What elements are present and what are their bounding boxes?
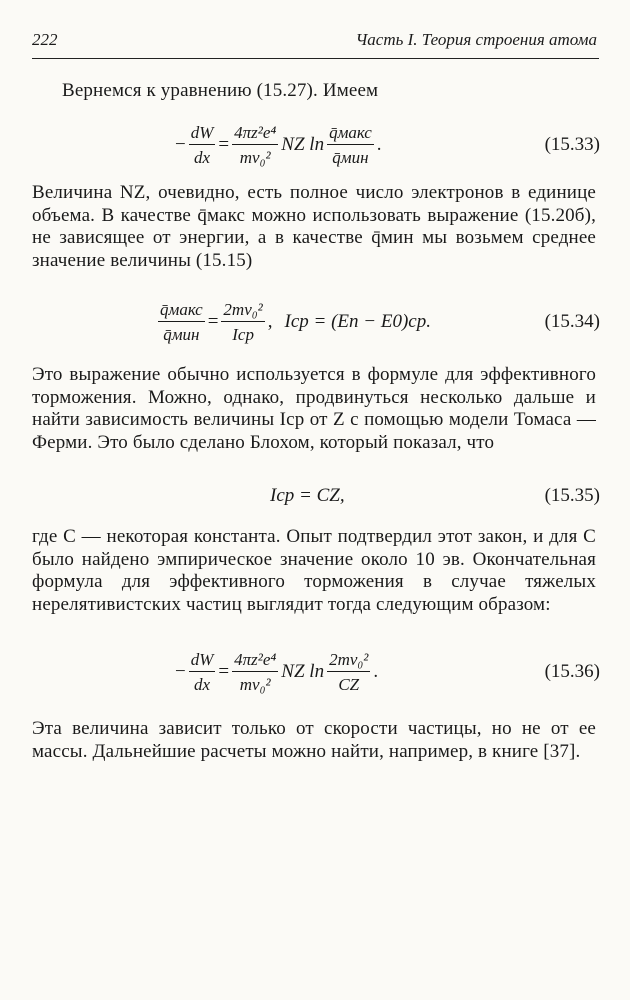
equation-15-35 [60, 466, 600, 526]
eq1-equals: = [218, 134, 230, 155]
eq1-rhs-fraction [232, 122, 278, 169]
eq1-minus: − [175, 134, 186, 155]
eq1-lhs-fraction [189, 122, 216, 169]
eq2-comma: , [267, 311, 273, 332]
eq2-rhs-fraction [221, 299, 264, 346]
eq1-log-fraction [327, 122, 374, 169]
eq4-lhs-fraction [189, 649, 216, 696]
running-header [32, 30, 597, 54]
eq2-lhs-num: q̄макс [158, 299, 205, 322]
eq4-rhs-fraction [232, 649, 278, 696]
eq4-log-fraction [327, 649, 370, 696]
eq2-rhs-den: Iср [232, 324, 254, 344]
eq2-second: Iср = (En − E0)ср. [284, 311, 431, 332]
eq1-rhs-num: 4πz²e⁴ [232, 122, 278, 145]
eq4-lhs-num: dW [189, 649, 216, 672]
equation-15-34 [60, 292, 600, 352]
paragraph-3: Это выражение обычно используется в формуле для эффективного торможения. Можно, однако, продвинуться несколько дальше и найти зависимость величины Iср от Z с помощью модели Томаса — Ферми. Это было сделано Блохом, который показал, что [32, 364, 596, 453]
eq4-rhs-den: mv₀² [239, 674, 271, 694]
paragraph-2: Величина NZ, очевидно, есть полное число электронов в единице объема. В качестве q̄макс можно использовать выражение (15.20б), не зависящее от энергии, а в качестве q̄мин мы возьмем среднее значение величины (15.15) [32, 182, 596, 271]
eq1-number: (15.33) [544, 134, 600, 155]
eq2-equals: = [207, 311, 219, 332]
intro-text: Вернемся к уравнению (15.27). Имеем [62, 80, 379, 101]
equation-15-33 [60, 115, 600, 175]
running-title: Часть I. Теория строения атома [355, 30, 597, 49]
eq4-log-num: 2mv₀² [327, 649, 370, 672]
eq4-minus: − [175, 661, 186, 682]
eq4-mid: NZ ln [281, 661, 325, 682]
eq1-log-den: q̄мин [332, 147, 369, 167]
eq1-rhs-den: mv₀² [239, 147, 271, 167]
equation-15-36 [60, 642, 600, 702]
eq1-mid: NZ ln [281, 134, 325, 155]
paragraph-4: где C — некоторая константа. Опыт подтвердил этот закон, и для C было найдено эмпирическое значение около 10 эв. Окончательная формула для эффективного торможения в случае тяжелых нерелятивистских частиц выглядит тогда следующим образом: [32, 526, 596, 615]
eq4-tail: . [373, 661, 379, 682]
eq1-log-num: q̄макс [327, 122, 374, 145]
eq4-equals: = [218, 661, 230, 682]
eq2-number: (15.34) [544, 311, 600, 332]
eq1-tail: . [376, 134, 382, 155]
eq3-number: (15.35) [544, 485, 600, 506]
page-number: 222 [32, 30, 58, 49]
eq2-lhs-fraction [158, 299, 205, 346]
paragraph-5: Эта величина зависит только от скорости частицы, но не от ее массы. Дальнейшие расчеты можно найти, например, в книге [37]. [32, 718, 596, 762]
eq1-lhs-num: dW [189, 122, 216, 145]
eq4-number: (15.36) [544, 661, 600, 682]
eq2-lhs-den: q̄мин [163, 324, 200, 344]
eq1-lhs-den: dx [194, 147, 211, 167]
header-rule [32, 58, 599, 59]
eq4-log-den: CZ [338, 674, 360, 694]
eq4-rhs-num: 4πz²e⁴ [232, 649, 278, 672]
eq2-rhs-num: 2mv₀² [221, 299, 264, 322]
eq3-expr: Iср = CZ, [270, 485, 345, 506]
eq4-lhs-den: dx [194, 674, 211, 694]
